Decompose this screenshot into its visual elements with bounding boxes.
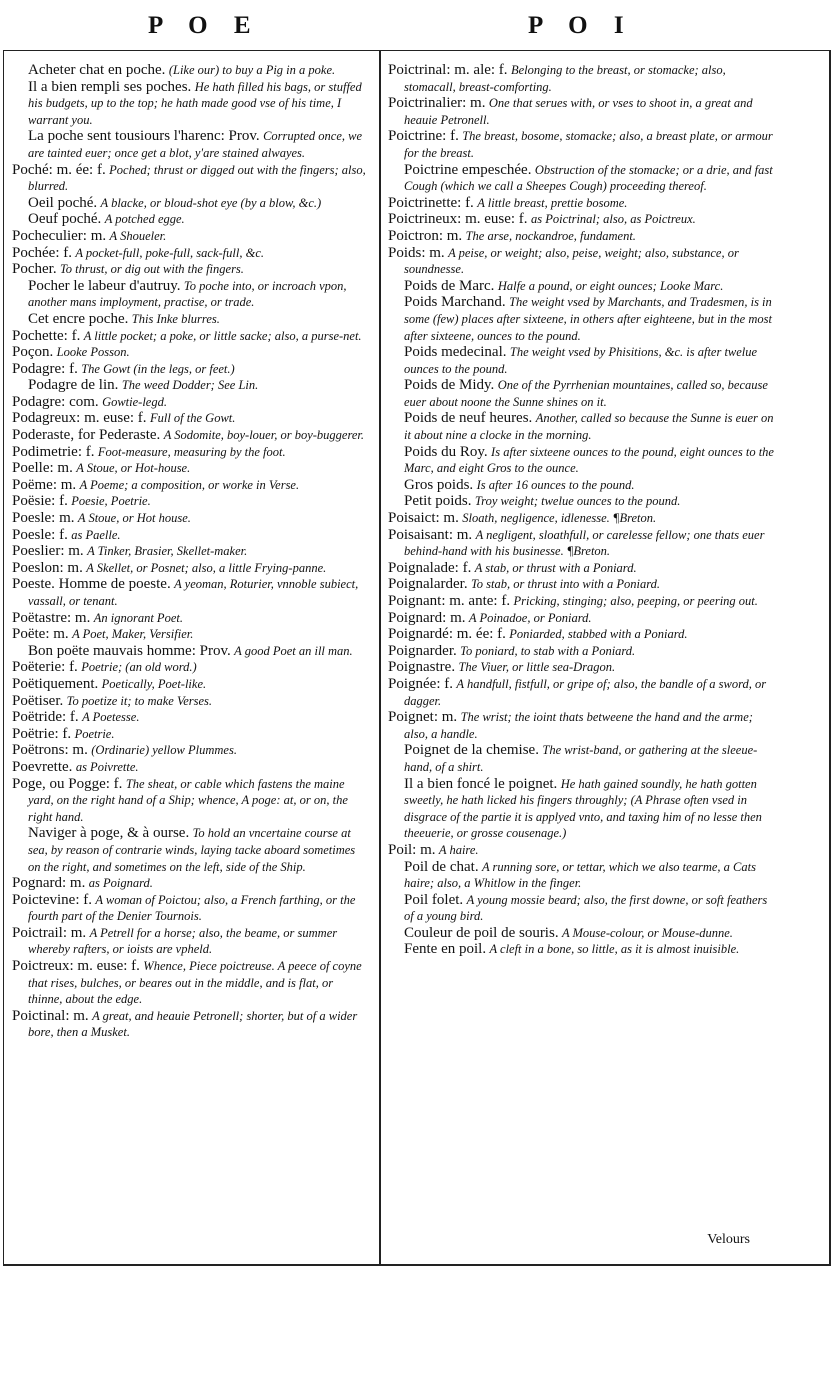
- entry-headword: Poeste. Homme de poeste.: [12, 576, 171, 593]
- entry-headword: Cet encre poche.: [28, 310, 129, 327]
- entry-headword: Pocher le labeur d'autruy.: [28, 277, 181, 294]
- dictionary-subentry: [388, 742, 774, 775]
- entry-headword: Pochette: f.: [12, 327, 81, 344]
- entry-headword: Poëme: m.: [12, 476, 77, 493]
- entry-headword: Poil: m.: [388, 841, 436, 858]
- entry-definition: A woman of Poictou; also, a French farthing, or the fourth part of the Denier Tournois.: [28, 892, 356, 924]
- entry-headword: Poictron: m.: [388, 227, 463, 244]
- entry-headword: Podimetrie: f.: [12, 443, 95, 460]
- entry-definition: A little breast, prettie bosome.: [477, 195, 628, 210]
- dictionary-entry: [388, 560, 774, 577]
- dictionary-subentry: [388, 162, 774, 195]
- dictionary-entry: [12, 560, 368, 577]
- dictionary-subentry: [12, 79, 368, 129]
- entry-headword: Gros poids.: [404, 476, 474, 493]
- entry-definition: as Poignard.: [88, 876, 153, 891]
- entry-definition: A Poetesse.: [82, 710, 140, 725]
- entry-headword: Poignarder.: [388, 642, 457, 659]
- entry-headword: Acheter chat en poche.: [28, 62, 166, 78]
- entry-definition: A Poet, Maker, Versifier.: [72, 627, 194, 642]
- entry-definition: The wrist-band, or gathering at the sleeue-hand, of a shirt.: [404, 743, 758, 774]
- dictionary-subentry: [12, 278, 368, 311]
- dictionary-entry: [12, 394, 368, 411]
- entry-definition: Looke Posson.: [56, 345, 130, 360]
- entry-headword: Pocher.: [12, 261, 57, 278]
- entry-definition: A handfull, fistfull, or gripe of; also, the bandle of a sword, or dagger.: [404, 676, 767, 708]
- dictionary-entry: [12, 527, 368, 544]
- entry-definition: The arse, nockandroe, fundament.: [465, 228, 636, 243]
- entry-definition: A Poeme; a composition, or worke in Verse.: [79, 477, 300, 492]
- dictionary-entry: [12, 875, 368, 892]
- entry-headword: Poids de neuf heures.: [404, 410, 533, 427]
- dictionary-entry: [12, 261, 368, 278]
- entry-definition: Foot-measure, measuring by the foot.: [97, 444, 286, 459]
- entry-headword: Poictrine: f.: [388, 128, 459, 145]
- entry-headword: Poictrail: m.: [12, 924, 87, 941]
- entry-definition: Poesie, Poetrie.: [71, 494, 151, 509]
- entry-headword: Poignalade: f.: [388, 559, 472, 576]
- entry-headword: Poignée: f.: [388, 675, 453, 692]
- entry-definition: (Like our) to buy a Pig in a poke.: [168, 63, 336, 77]
- entry-headword: Poësie: f.: [12, 493, 68, 510]
- entry-definition: A Petrell for a horse; also, the beame, or summer whereby rafters, or ioists are vpheld.: [28, 925, 338, 957]
- dictionary-subentry: [388, 294, 774, 344]
- entry-definition: Obstruction of the stomacke; or a drie, and fast Cough (which we call a Sheepes Cough) proceeding thereof.: [404, 162, 773, 194]
- dictionary-entry: [12, 659, 368, 676]
- dictionary-entry: [388, 128, 774, 161]
- entry-headword: Pognard: m.: [12, 875, 86, 892]
- dictionary-entry: [12, 726, 368, 743]
- entry-headword: Il a bien rempli ses poches.: [28, 78, 192, 95]
- dictionary-entry: [12, 925, 368, 958]
- entry-definition: A good Poet an ill man.: [234, 643, 353, 658]
- dictionary-subentry: [388, 410, 774, 443]
- dictionary-entry: [12, 610, 368, 627]
- entry-headword: Poignant: m. ante: f.: [388, 593, 511, 609]
- entry-headword: Poids medecinal.: [404, 344, 507, 361]
- entry-headword: Pochée: f.: [12, 244, 72, 261]
- dictionary-entry: [12, 162, 368, 195]
- entry-headword: Naviger à poge, & à ourse.: [28, 825, 190, 842]
- entry-headword: Poignastre.: [388, 659, 456, 676]
- dictionary-entry: [12, 344, 368, 361]
- dictionary-entry: [12, 676, 368, 693]
- dictionary-subentry: [388, 925, 774, 942]
- entry-headword: Poictrine empeschée.: [404, 161, 532, 178]
- dictionary-entry: [388, 626, 774, 643]
- entry-headword: Poesle: f.: [12, 526, 68, 543]
- entry-headword: Poëterie: f.: [12, 659, 78, 676]
- entry-headword: Poil folet.: [404, 891, 464, 908]
- entry-headword: Poids de Marc.: [404, 277, 495, 294]
- dictionary-subentry: [388, 859, 774, 892]
- entry-definition: Troy weight; twelue ounces to the pound.: [474, 494, 681, 509]
- catchword: Velours: [707, 1232, 750, 1247]
- dictionary-entry: [12, 892, 368, 925]
- entry-definition: To poniard, to stab with a Poniard.: [460, 643, 636, 658]
- entry-definition: To hold an vncertaine course at sea, by reason of contrarie winds, laying tacke aboard sometimes on the right, and sometimes on the left, side of the Ship.: [28, 826, 356, 874]
- header-left: P O E: [148, 12, 261, 39]
- dictionary-entry: [12, 477, 368, 494]
- dictionary-entry: [12, 460, 368, 477]
- entry-headword: Poeslon: m.: [12, 559, 83, 576]
- entry-headword: Oeuf poché.: [28, 211, 102, 228]
- dictionary-entry: [12, 444, 368, 461]
- dictionary-entry: [12, 228, 368, 245]
- dictionary-subentry: [12, 311, 368, 328]
- entry-definition: Pricking, stinging; also, peeping, or peering out.: [513, 594, 758, 608]
- entry-definition: The weight vsed by Phisitions, &c. is after twelue ounces to the pound.: [404, 345, 758, 376]
- entry-definition: A potched egge.: [104, 212, 185, 227]
- page-header: [0, 6, 839, 46]
- entry-definition: A haire.: [438, 842, 479, 857]
- dictionary-entry: [388, 676, 774, 709]
- entry-definition: A negligent, sloathfull, or carelesse fellow; one thats euer behind-hand with his businesse. ¶Breton.: [404, 527, 765, 559]
- entry-headword: Poids: m.: [388, 244, 445, 261]
- entry-headword: Poil de chat.: [404, 858, 479, 875]
- dictionary-entry: [388, 593, 774, 610]
- entry-definition: A Sodomite, boy-louer, or boy-buggerer.: [163, 428, 365, 443]
- entry-headword: Poictinal: m.: [12, 1007, 89, 1024]
- dictionary-subentry: [12, 211, 368, 228]
- right-column: [388, 62, 774, 958]
- left-column: [12, 62, 368, 1041]
- dictionary-entry: [388, 245, 774, 278]
- entry-definition: An ignorant Poet.: [93, 610, 183, 625]
- entry-definition: Gowtie-legd.: [102, 394, 167, 409]
- entry-headword: Poids Marchand.: [404, 294, 506, 311]
- dictionary-entry: [12, 693, 368, 710]
- dictionary-subentry: [12, 195, 368, 212]
- entry-definition: A great, and heauie Petronell; shorter, but of a wider bore, then a Musket.: [28, 1008, 358, 1040]
- entry-definition: A stab, or thrust with a Poniard.: [474, 560, 637, 575]
- entry-definition: Sloath, negligence, idlenesse. ¶Breton.: [462, 511, 657, 526]
- entry-definition: A Skellet, or Posnet; also, a little Frying-panne.: [86, 560, 327, 575]
- dictionary-entry: [12, 510, 368, 527]
- entry-headword: Poids du Roy.: [404, 443, 488, 460]
- dictionary-subentry: [388, 892, 774, 925]
- entry-headword: La poche sent tousiours l'harenc: Prov.: [28, 128, 260, 145]
- dictionary-entry: [12, 361, 368, 378]
- entry-definition: This Inke blurres.: [131, 311, 220, 326]
- dictionary-entry: [388, 62, 774, 95]
- dictionary-subentry: [12, 377, 368, 394]
- entry-headword: Poderaste, for Pederaste.: [12, 427, 161, 444]
- entry-definition: He hath filled his bags, or stuffed his budgets, up to the top; he hath made good vse of his time, I warrant you.: [28, 79, 362, 127]
- entry-headword: Poëtiser.: [12, 692, 64, 709]
- dictionary-entry: [388, 576, 774, 593]
- dictionary-entry: [388, 709, 774, 742]
- entry-definition: Belonging to the breast, or stomacke; also, stomacall, breast-comforting.: [404, 63, 726, 94]
- entry-definition: as Poivrette.: [75, 759, 139, 774]
- dictionary-entry: [12, 410, 368, 427]
- dictionary-entry: [12, 1008, 368, 1041]
- dictionary-entry: [388, 95, 774, 128]
- dictionary-entry: [12, 958, 368, 1008]
- dictionary-entry: [12, 493, 368, 510]
- dictionary-entry: [12, 626, 368, 643]
- entry-headword: Poignet: m.: [388, 709, 458, 726]
- dictionary-entry: [388, 659, 774, 676]
- entry-definition: A running sore, or tettar, which we also tearme, a Cats haire; also, a Whitlow in the finger.: [404, 859, 756, 891]
- entry-definition: A blacke, or bloud-shot eye (by a blow, &c.): [100, 195, 322, 210]
- entry-definition: He hath gained soundly, he hath gotten sweetly, he hath licked his fingers throughly; (A Phrase often vsed in disgrace of the partie it is applyed vnto, and taxing him of no lesse then theeuerie, or grosse cousenage.): [404, 776, 762, 841]
- entry-headword: Poelle: m.: [12, 460, 73, 477]
- entry-headword: Bon poëte mauvais homme: Prov.: [28, 642, 231, 659]
- dictionary-entry: [12, 576, 368, 609]
- entry-headword: Poëtride: f.: [12, 709, 79, 726]
- entry-headword: Poignalarder.: [388, 576, 468, 593]
- entry-definition: Poniarded, stabbed with a Poniard.: [509, 627, 688, 642]
- entry-definition: A pocket-full, poke-full, sack-full, &c.: [75, 245, 264, 260]
- entry-definition: The sheat, or cable which fastens the maine yard, on the right hand of a Ship; whence, A poge: at, or on, the right hand.: [28, 776, 348, 824]
- dictionary-entry: [12, 328, 368, 345]
- entry-headword: Poignet de la chemise.: [404, 742, 539, 759]
- entry-headword: Pocheculier: m.: [12, 227, 107, 244]
- entry-headword: Poignardé: m. ée: f.: [388, 626, 506, 643]
- dictionary-subentry: [388, 344, 774, 377]
- entry-headword: Petit poids.: [404, 493, 472, 510]
- entry-definition: One of the Pyrrhenian mountaines, called so, because euer about noone the Sunne shines on it.: [404, 378, 768, 409]
- entry-headword: Poëtrie: f.: [12, 725, 72, 742]
- entry-headword: Il a bien foncé le poignet.: [404, 775, 558, 792]
- entry-definition: The wrist; the ioint thats betweene the hand and the arme; also, a handle.: [404, 710, 753, 741]
- entry-headword: Poisaict: m.: [388, 510, 459, 527]
- entry-headword: Poictrinalier: m.: [388, 95, 486, 112]
- entry-definition: The weed Dodder; See Lin.: [121, 378, 259, 393]
- entry-definition: A peise, or weight; also, peise, weight; also, substance, or soundnesse.: [404, 245, 739, 277]
- dictionary-entry: [12, 776, 368, 826]
- entry-definition: The weight vsed by Marchants, and Tradesmen, is in some (few) places after sixteene, in others after eighteene, but in the most after sixteene, ounces to the pound.: [404, 295, 772, 343]
- entry-headword: Poçon.: [12, 344, 54, 361]
- entry-headword: Poids de Midy.: [404, 377, 495, 394]
- entry-definition: A Poinadoe, or Poniard.: [468, 610, 592, 625]
- dictionary-subentry: [388, 377, 774, 410]
- entry-definition: Is after 16 ounces to the pound.: [476, 477, 635, 492]
- dictionary-subentry: [12, 62, 368, 79]
- entry-definition: (Ordinarie) yellow Plummes.: [91, 743, 237, 758]
- entry-definition: Poched; thrust or digged out with the fingers; also, blurred.: [28, 162, 366, 194]
- entry-definition: A Shoueler.: [109, 228, 167, 243]
- dictionary-entry: [388, 527, 774, 560]
- entry-definition: as Paelle.: [71, 527, 121, 542]
- entry-definition: as Poictrinal; also, as Poictreux.: [530, 212, 696, 227]
- entry-definition: Whence, Piece poictreuse. A peece of coyne that rises, bulches, or beares out in the middle, and is flat, or thinne, about the edge.: [28, 959, 362, 1007]
- entry-definition: Poetrie.: [74, 726, 115, 741]
- entry-headword: Poëte: m.: [12, 626, 69, 643]
- dictionary-entry: [388, 842, 774, 859]
- dictionary-subentry: [388, 477, 774, 494]
- column-divider: [379, 50, 382, 1265]
- entry-definition: Poetrie; (an old word.): [81, 660, 197, 675]
- entry-headword: Poëtrons: m.: [12, 742, 88, 759]
- dictionary-subentry: [388, 776, 774, 842]
- header-right: P O I: [528, 12, 634, 39]
- dictionary-subentry: [388, 941, 774, 958]
- entry-definition: Is after sixteene ounces to the pound, eight ounces to the Marc, and eight Gros to the ounce.: [404, 444, 774, 476]
- dictionary-entry: [12, 543, 368, 560]
- dictionary-subentry: [12, 825, 368, 875]
- entry-headword: Poictrinette: f.: [388, 194, 474, 211]
- entry-headword: Podagre: f.: [12, 360, 78, 377]
- dictionary-subentry: [388, 444, 774, 477]
- entry-definition: A cleft in a bone, so little, as it is almost inuisible.: [489, 942, 740, 957]
- dictionary-entry: [12, 427, 368, 444]
- entry-headword: Poesle: m.: [12, 510, 75, 527]
- entry-headword: Poignard: m.: [388, 609, 466, 626]
- entry-headword: Poisaisant: m.: [388, 526, 473, 543]
- entry-definition: Another, called so because the Sunne is euer on it about nine a clocke in the morning.: [404, 411, 774, 443]
- entry-headword: Podagre de lin.: [28, 377, 119, 394]
- entry-headword: Poëtiquement.: [12, 675, 99, 692]
- entry-definition: Corrupted once, we are tainted euer; once get a blot, y'are stained alwayes.: [28, 129, 363, 160]
- dictionary-entry: [388, 195, 774, 212]
- entry-definition: To poetize it; to make Verses.: [66, 693, 213, 708]
- dictionary-subentry: [12, 128, 368, 161]
- dictionary-entry: [12, 709, 368, 726]
- entry-definition: A Stoue, or Hot-house.: [76, 461, 191, 476]
- entry-headword: Couleur de poil de souris.: [404, 924, 559, 941]
- dictionary-entry: [388, 643, 774, 660]
- entry-headword: Poictrinal: m. ale: f.: [388, 62, 508, 78]
- entry-headword: Poictreux: m. euse: f.: [12, 958, 140, 975]
- entry-headword: Poeslier: m.: [12, 543, 84, 560]
- dictionary-entry: [388, 228, 774, 245]
- entry-definition: To poche into, or incroach vpon, another mans imployment, practise, or trade.: [28, 278, 347, 310]
- entry-headword: Poché: m. ée: f.: [12, 161, 106, 178]
- entry-definition: To thrust, or dig out with the fingers.: [59, 262, 244, 277]
- entry-headword: Poevrette.: [12, 758, 73, 775]
- entry-definition: A young mossie beard; also, the first downe, or soft feathers of a young bird.: [404, 892, 768, 924]
- dictionary-entry: [12, 759, 368, 776]
- entry-headword: Poictevine: f.: [12, 891, 92, 908]
- entry-definition: The Gowt (in the legs, or feet.): [81, 361, 235, 376]
- entry-definition: The breast, bosome, stomacke; also, a breast plate, or armour for the breast.: [404, 129, 773, 160]
- entry-definition: A Stoue, or Hot house.: [77, 511, 191, 526]
- entry-headword: Poictrineux: m. euse: f.: [388, 211, 528, 228]
- entry-headword: Poge, ou Pogge: f.: [12, 775, 123, 792]
- entry-definition: A yeoman, Roturier, vnnoble subiect, vassall, or tenant.: [28, 577, 359, 608]
- entry-headword: Poëtastre: m.: [12, 609, 91, 626]
- entry-definition: A Tinker, Brasier, Skellet-maker.: [87, 544, 248, 559]
- entry-definition: To stab, or thrust into with a Poniard.: [470, 577, 661, 592]
- dictionary-subentry: [388, 493, 774, 510]
- dictionary-entry: [388, 510, 774, 527]
- dictionary-entry: [388, 211, 774, 228]
- entry-definition: Poetically, Poet-like.: [101, 676, 207, 691]
- entry-definition: Halfe a pound, or eight ounces; Looke Marc.: [497, 278, 724, 293]
- entry-definition: The Viuer, or little sea-Dragon.: [458, 660, 616, 675]
- entry-headword: Podagreux: m. euse: f.: [12, 410, 147, 427]
- dictionary-entry: [388, 610, 774, 627]
- dictionary-entry: [12, 742, 368, 759]
- dictionary-subentry: [388, 278, 774, 295]
- entry-definition: One that serues with, or vses to shoot in, a great and heauie Petronell.: [404, 96, 753, 127]
- entry-headword: Podagre: com.: [12, 393, 99, 410]
- entry-definition: A little pocket; a poke, or little sacke; also, a purse-net.: [83, 328, 362, 343]
- entry-headword: Oeil poché.: [28, 194, 98, 211]
- entry-definition: Full of the Gowt.: [149, 411, 236, 426]
- entry-definition: A Mouse-colour, or Mouse-dunne.: [561, 925, 733, 940]
- dictionary-entry: [12, 245, 368, 262]
- dictionary-subentry: [12, 643, 368, 660]
- entry-headword: Fente en poil.: [404, 941, 487, 958]
- catchword-area: [388, 1232, 750, 1252]
